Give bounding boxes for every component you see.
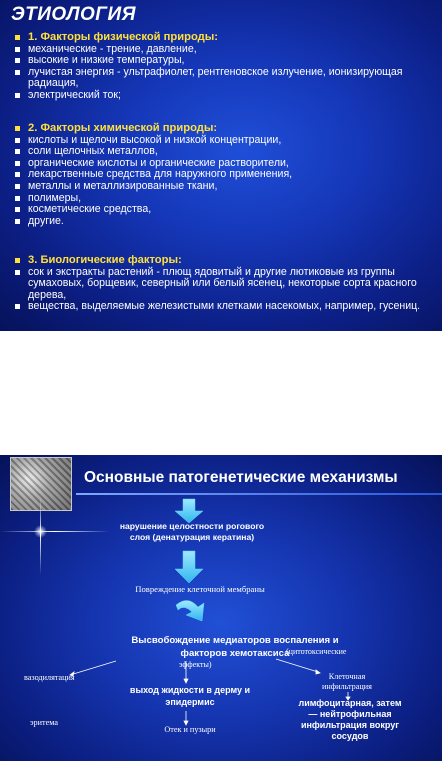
- bullet-icon: [15, 304, 20, 309]
- section-heading: 3. Биологические факторы:: [15, 255, 430, 267]
- result-edema-blisters: Отек и пузыри: [164, 725, 216, 734]
- list-item: сок и экстракты растений - плющ ядовитый и другие лютиковые из группы сумаховых, борщевик, северный или белый ясенец, некоторые сорта красного дерева,: [15, 267, 430, 302]
- list-item: косметические средства,: [15, 204, 430, 216]
- bullet-icon: [15, 126, 20, 131]
- bullet-icon: [15, 58, 20, 63]
- list-item: другие.: [15, 216, 430, 228]
- bullet-icon: [15, 35, 20, 40]
- list-item: электрический ток;: [15, 90, 430, 102]
- slide-etiology: [0, 0, 442, 331]
- cytotoxic-note: эффекты): [179, 660, 212, 669]
- section-heading: 2. Факторы химической природы:: [15, 123, 430, 135]
- list-item: полимеры,: [15, 193, 430, 205]
- slide-pathogenesis: [0, 455, 442, 761]
- step-membrane-damage: Повреждение клеточной мембраны: [135, 584, 265, 594]
- list-item: механические - трение, давление,: [15, 44, 430, 56]
- section-physical-factors: [15, 32, 430, 102]
- branch-fluid-exit: выход жидкости в дерму и эпидермис: [129, 685, 251, 707]
- branch-cell-infiltration: Клеточная инфильтрация: [322, 672, 372, 691]
- list-item: лекарственные средства для наружного применения,: [15, 169, 430, 181]
- bullet-icon: [15, 219, 20, 224]
- step-mediator-release: Высвобождение медиаторов воспаления и факторов хемотаксиса: [131, 635, 339, 659]
- cytotoxic-note: (цитотоксические: [286, 647, 347, 656]
- bullet-icon: [15, 70, 20, 75]
- bullet-icon: [15, 196, 20, 201]
- branch-vasodilation: вазодилятация: [24, 673, 75, 682]
- result-erythema: эритема: [30, 718, 58, 727]
- list-item: кислоты и щелочи высокой и низкой концентрации,: [15, 135, 430, 147]
- section-biological-factors: [15, 255, 430, 313]
- list-item: высокие и низкие температуры,: [15, 55, 430, 67]
- list-item: органические кислоты и органические растворители,: [15, 158, 430, 170]
- bullet-icon: [15, 270, 20, 275]
- slide-title: Основные патогенетические механизмы: [84, 469, 398, 486]
- list-item: металлы и металлизированные ткани,: [15, 181, 430, 193]
- curved-arrow-icon: [176, 600, 204, 621]
- bullet-icon: [15, 184, 20, 189]
- slide-title: ЭТИОЛОГИЯ: [11, 4, 136, 25]
- bullet-icon: [15, 138, 20, 143]
- section-heading: 1. Факторы физической природы:: [15, 32, 430, 44]
- bullet-icon: [15, 172, 20, 177]
- bullet-icon: [15, 161, 20, 166]
- bullet-icon: [15, 149, 20, 154]
- bullet-icon: [15, 258, 20, 263]
- bullet-icon: [15, 47, 20, 52]
- down-arrow-icon: [175, 499, 203, 523]
- bullet-icon: [15, 207, 20, 212]
- section-chemical-factors: [15, 123, 430, 227]
- list-item: соли щелочных металлов,: [15, 146, 430, 158]
- list-item: лучистая энергия - ультрафиолет, рентгеновское излучение, ионизирующая радиация,: [15, 67, 430, 90]
- down-arrow-icon: [175, 551, 203, 583]
- bullet-icon: [15, 93, 20, 98]
- step-keratin-damage: нарушение целостности рогового слоя (денатурация кератина): [119, 521, 265, 542]
- list-item: вещества, выделяемые железистыми клетками насекомых, например, гусениц.: [15, 301, 430, 313]
- result-infiltration: лимфоцитарная, затем — нейтрофильная инфильтрация вокруг сосудов: [298, 698, 402, 741]
